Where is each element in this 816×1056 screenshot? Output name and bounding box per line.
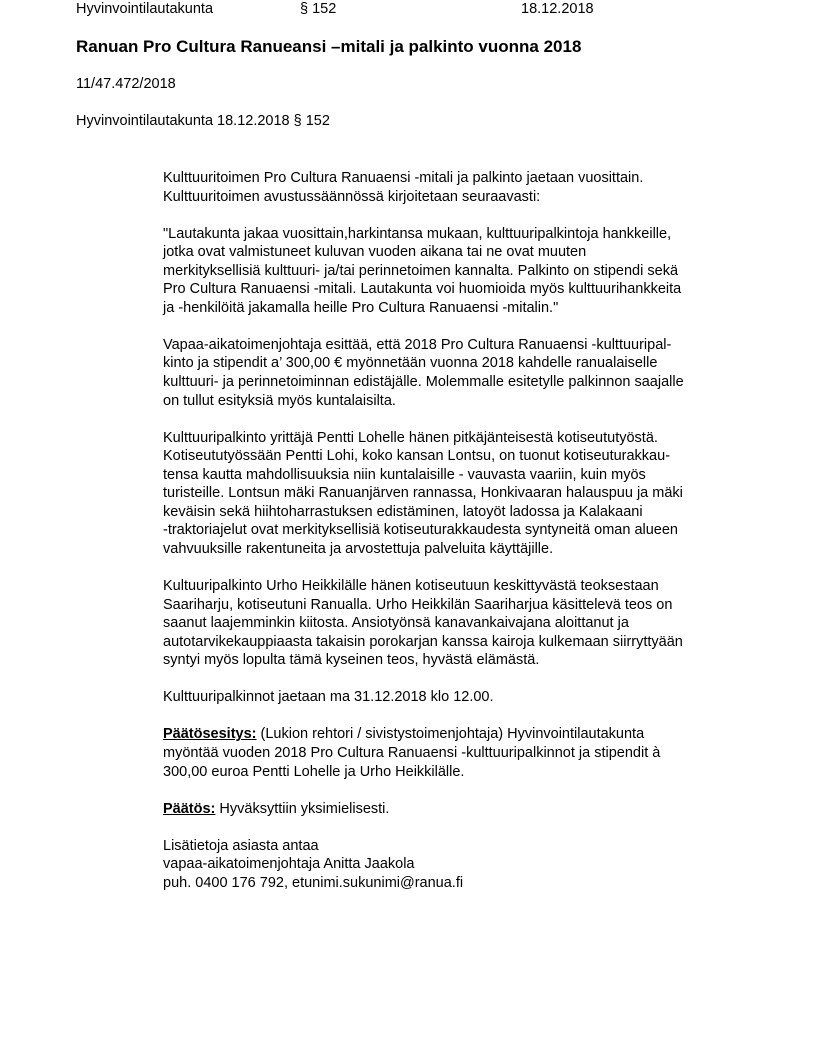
proposal-paragraph: [163, 725, 684, 781]
contact-line: puh. 0400 176 792, etunimi.sukunimi@ranua.fi: [163, 874, 464, 891]
paragraph-line: Kotiseututyössään Pentti Lohi, koko kansan Lontsu, on tuonut kotiseuturakkau-: [163, 448, 671, 465]
paragraph-line: merkityksellisiä kulttuuri- ja/tai perinnetoimen kannalta. Palkinto on stipendi sekä: [163, 262, 679, 279]
paragraph-line: Kulttuuripalkinto yrittäjä Pentti Lohelle hänen pitkäjänteisestä kotiseututyöstä.: [163, 429, 658, 446]
contact-line: Lisätietoja asiasta antaa: [163, 837, 319, 854]
paragraph-line: autotarvikekauppiaasta takaisin porokarjan kanssa kairoja kulkemaan siirryttyään: [163, 633, 683, 650]
paragraph-line: "Lautakunta jakaa vuosittain,harkintansa mukaan, kulttuuripalkintoja hankkeille,: [163, 225, 672, 242]
paragraph-line: vahvuuksille rakentuneita ja arvostettuja palveluita käyttäjille.: [163, 540, 554, 557]
paragraph-line: Kultuuripalkinto Urho Heikkilälle hänen kotiseutuun keskittyvästä teoksestaan: [163, 578, 659, 595]
document-body: [163, 169, 684, 911]
paragraph-line: Pro Cultura Ranuaensi -mitali. Lautakunta voi huomioida myös kulttuurihankkeita: [163, 281, 682, 298]
paragraph-line: Saariharju, kotiseutuni Ranualla. Urho Heikkilän Saariharjua käsittelevä teos on: [163, 596, 673, 613]
proposal-text: 300,00 euroa Pentti Lohelle ja Urho Heikkilälle.: [163, 763, 465, 780]
header-section: § 152: [300, 1, 337, 17]
paragraph-line: kulttuuri- ja perinnetoiminnan edistäjälle. Molemmalle esitetylle palkinnon saajalle: [163, 374, 684, 391]
header-board: Hyvinvointilautakunta: [76, 1, 214, 17]
body-paragraph: [163, 225, 684, 318]
paragraph-line: jotka ovat valmistuneet kuluvan vuoden aikana tai ne ovat muuten: [163, 244, 587, 261]
record-number: 11/47.472/2018: [76, 76, 176, 92]
paragraph-line: kinto ja stipendit a’ 300,00 € myönnetään vuonna 2018 kahdelle ranualaiselle: [163, 355, 658, 372]
paragraph-line: on tullut esityksiä myös kuntalaisilta.: [163, 392, 396, 409]
body-paragraph: [163, 336, 684, 410]
body-paragraph: [163, 429, 684, 559]
paragraph-line: saanut laajemminkin kiitosta. Ansiotyönsä kanavankaivajana aloittanut ja: [163, 615, 629, 632]
meeting-reference: Hyvinvointilautakunta 18.12.2018 § 152: [76, 113, 330, 129]
paragraph-line: -traktoriajelut ovat merkityksellisiä kotiseuturakkaudesta syntyneitä oman alueen: [163, 522, 678, 539]
body-paragraph: [163, 688, 684, 707]
decision-text: Hyväksyttiin yksimielisesti.: [215, 800, 390, 817]
proposal-text: (Lukion rehtori / sivistystoimenjohtaja) Hyvinvointilautakunta: [256, 726, 645, 743]
paragraph-line: Kulttuuritoimen avustussäännössä kirjoitetaan seuraavasti:: [163, 188, 541, 205]
paragraph-line: syntyi myös lopulta tämä kyseinen teos, hyvästä elämästä.: [163, 652, 540, 669]
header-date: 18.12.2018: [521, 1, 594, 17]
paragraph-line: keväisin sekä hiihtoharrastuksen edistäminen, latoyöt ladossa ja Kalakaani: [163, 503, 643, 520]
decision-label: Päätös:: [163, 800, 216, 817]
decision-paragraph: [163, 800, 684, 819]
paragraph-line: turisteille. Lontsun mäki Ranuanjärven rannassa, Honkivaaran halauspuu ja mäki: [163, 485, 683, 502]
paragraph-line: tensa kautta mahdollisuuksia niin kuntalaisille - vauvasta vaariin, kuin myös: [163, 466, 646, 483]
body-paragraph: [163, 169, 684, 206]
proposal-label: Päätösesitys:: [163, 726, 257, 743]
contact-paragraph: [163, 837, 684, 893]
paragraph-line: Kulttuuripalkinnot jaetaan ma 31.12.2018 klo 12.00.: [163, 689, 494, 706]
paragraph-line: Kulttuuritoimen Pro Cultura Ranuaensi -mitali ja palkinto jaetaan vuosittain.: [163, 170, 644, 186]
document-title: Ranuan Pro Cultura Ranueansi –mitali ja palkinto vuonna 2018: [76, 37, 582, 56]
paragraph-line: ja -henkilöitä jakamalla heille Pro Cultura Ranuaensi -mitalin.": [163, 299, 559, 316]
paragraph-line: Vapaa-aikatoimenjohtaja esittää, että 2018 Pro Cultura Ranuaensi -kulttuuripal-: [163, 336, 672, 353]
contact-line: vapaa-aikatoimenjohtaja Anitta Jaakola: [163, 856, 415, 873]
proposal-text: myöntää vuoden 2018 Pro Cultura Ranuaensi -kulttuuripalkinnot ja stipendit à: [163, 744, 661, 761]
body-paragraph: [163, 577, 684, 670]
